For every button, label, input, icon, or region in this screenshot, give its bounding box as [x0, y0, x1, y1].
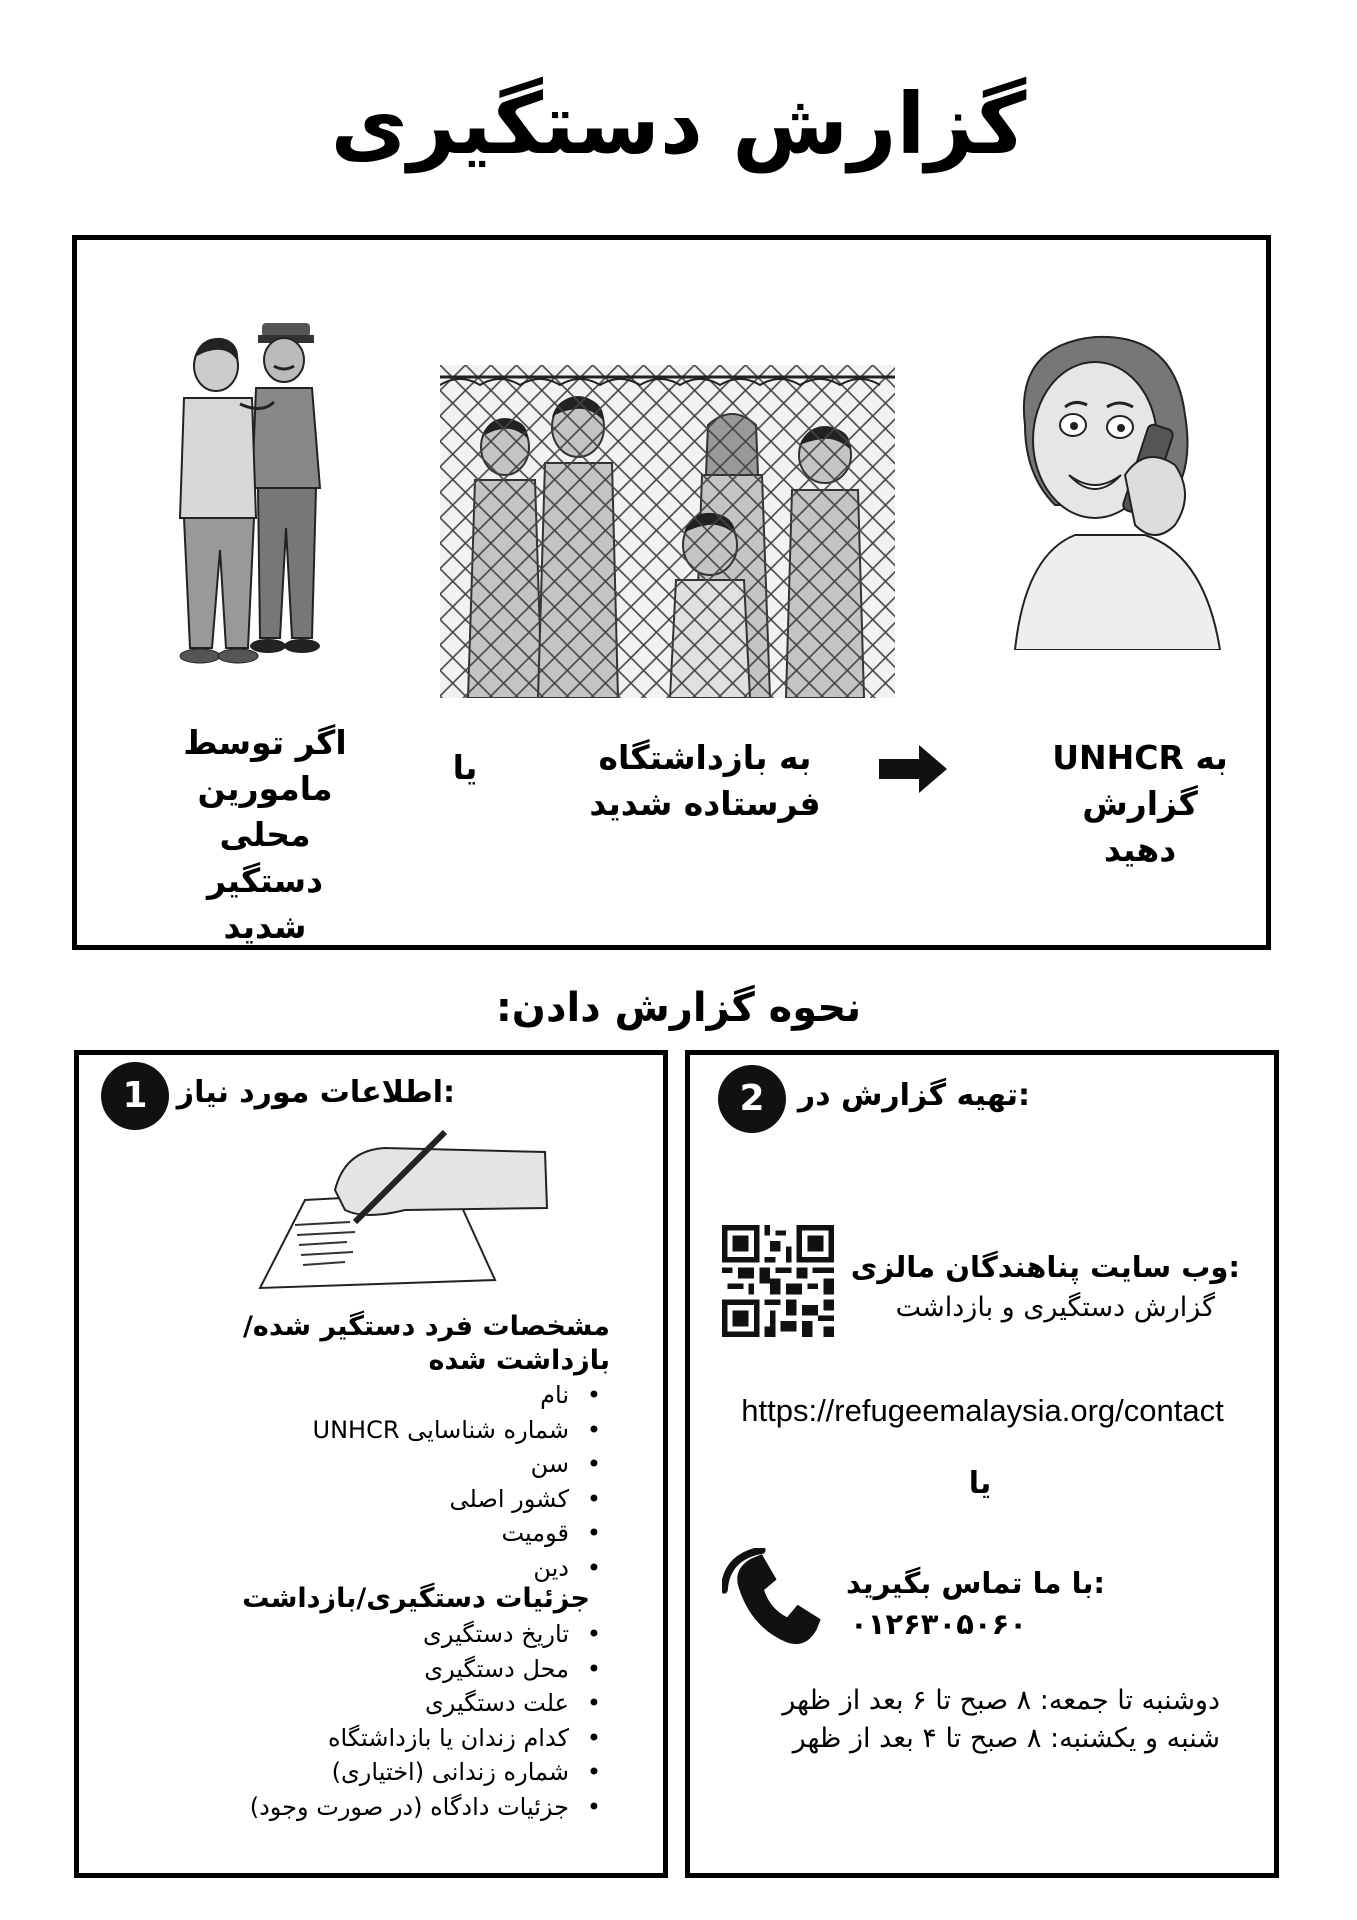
police-arrest-illustration — [170, 318, 350, 673]
arrest-details-list — [140, 1617, 605, 1824]
phone-number[interactable]: ۰۱۲۶۳۰۵۰۶۰ — [850, 1607, 1028, 1641]
detention-fence-illustration — [440, 365, 895, 698]
detainee-details-title: مشخصات فرد دستگیر شده/بازداشت شده — [243, 1311, 610, 1376]
caption-detention: به بازداشتگاه فرستاده شدید — [589, 738, 821, 823]
writing-hand-illustration — [255, 1130, 555, 1290]
arrow-right-icon — [877, 743, 949, 795]
hours-weekdays: دوشنبه تا جمعه: ۸ صبح تا ۶ بعد از ظهر — [782, 1685, 1220, 1716]
list-item: • علت دستگیری — [140, 1686, 605, 1721]
caption-report: به UNHCR گزارش دهید — [1052, 738, 1228, 869]
list-item: • شماره شناسایی UNHCR — [140, 1413, 605, 1448]
list-item: • سن — [140, 1447, 605, 1482]
list-item: • شماره زندانی (اختیاری) — [140, 1755, 605, 1790]
caption-arrested: اگر توسط مامورین محلی دستگیر شدید — [183, 723, 347, 946]
list-item: • تاریخ دستگیری — [140, 1617, 605, 1652]
or-label: یا — [452, 748, 478, 787]
phone-title: :با ما تماس بگیرید — [845, 1566, 1105, 1600]
or-label-2: یا — [968, 1466, 992, 1501]
required-info-heading: :اطلاعات مورد نیاز — [176, 1075, 455, 1110]
arrest-details-title: جزئیات دستگیری/بازداشت — [242, 1583, 590, 1614]
list-item: • قومیت — [140, 1516, 605, 1551]
website-subtitle: گزارش دستگیری و بازداشت — [895, 1292, 1215, 1323]
page-title: گزارش دستگیری — [330, 75, 1027, 173]
submit-report-heading: :تهیه گزارش در — [797, 1078, 1030, 1113]
list-item: • محل دستگیری — [140, 1652, 605, 1687]
step-1-badge: 1 — [101, 1062, 169, 1130]
list-item: • کشور اصلی — [140, 1482, 605, 1517]
qr-code-icon[interactable] — [722, 1225, 834, 1337]
woman-on-phone-illustration — [995, 325, 1235, 650]
website-title: :وب سایت پناهندگان مالزی — [850, 1250, 1240, 1284]
list-item: • نام — [140, 1378, 605, 1413]
list-item: • دین — [140, 1551, 605, 1586]
list-item: • کدام زندان یا بازداشتگاه — [140, 1721, 605, 1756]
hours-weekend: شنبه و یکشنبه: ۸ صبح تا ۴ بعد از ظهر — [792, 1723, 1220, 1754]
website-link[interactable]: https://refugeemalaysia.org/contact — [741, 1393, 1224, 1428]
step-2-badge: 2 — [718, 1065, 786, 1133]
phone-icon[interactable] — [722, 1548, 827, 1653]
section-heading: نحوه گزارش دادن: — [495, 985, 862, 1031]
detainee-details-list — [140, 1378, 605, 1585]
list-item: • جزئیات دادگاه (در صورت وجود) — [140, 1790, 605, 1825]
